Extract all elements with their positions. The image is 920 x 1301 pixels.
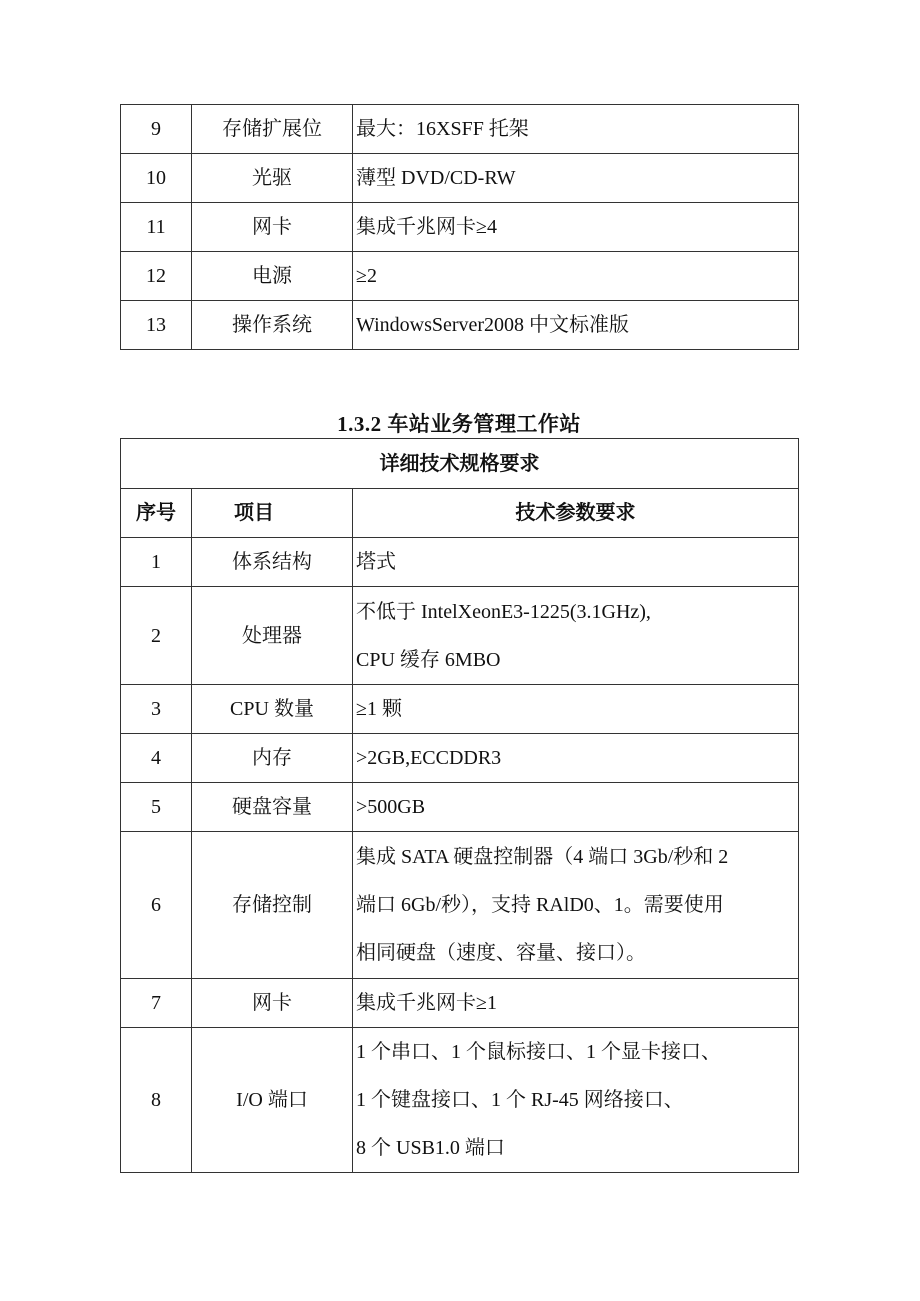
row-item: 体系结构 — [192, 538, 353, 587]
row-spec — [353, 203, 799, 252]
table-row — [121, 154, 799, 203]
table-title-row — [121, 439, 799, 489]
spec-line: 集成千兆网卡≥4 — [356, 216, 497, 238]
table-row — [121, 734, 799, 783]
row-item: 操作系统 — [192, 301, 353, 350]
table-row — [121, 1028, 799, 1173]
spec-line: ≥1 颗 — [356, 698, 402, 720]
table-row — [121, 203, 799, 252]
row-spec — [353, 979, 799, 1028]
spec-line: CPU 缓存 6MBO — [356, 648, 501, 671]
row-spec — [353, 734, 799, 783]
table-title: 详细技术规格要求 — [121, 439, 799, 489]
spec-line: 1 个键盘接口、1 个 RJ-45 网络接口、 — [356, 1089, 684, 1111]
row-number: 7 — [121, 979, 192, 1028]
row-item: I/O 端口 — [192, 1028, 353, 1173]
row-spec — [353, 783, 799, 832]
table-row — [121, 832, 799, 979]
row-number: 9 — [121, 105, 192, 154]
row-spec — [353, 1028, 799, 1173]
table-row — [121, 252, 799, 301]
row-spec — [353, 685, 799, 734]
spec-line: 端口 6Gb/秒），支持 RAlD0、1。需要使用 — [356, 894, 724, 916]
spec-table — [120, 438, 799, 1173]
table-row — [121, 685, 799, 734]
spec-line: 塔式 — [356, 551, 396, 573]
row-item: 硬盘容量 — [192, 783, 353, 832]
spec-line: ≥2 — [356, 265, 377, 287]
row-spec — [353, 154, 799, 203]
row-spec — [353, 105, 799, 154]
table-row — [121, 783, 799, 832]
spec-line: 相同硬盘（速度、容量、接口）。 — [356, 942, 646, 964]
row-item: 内存 — [192, 734, 353, 783]
row-item: 光驱 — [192, 154, 353, 203]
row-number: 10 — [121, 154, 192, 203]
spec-line: 集成千兆网卡≥1 — [356, 992, 497, 1014]
table-row — [121, 979, 799, 1028]
row-number: 2 — [121, 587, 192, 685]
spec-line: 最大：16XSFF 托架 — [356, 118, 529, 140]
row-spec — [353, 832, 799, 979]
row-item: 电源 — [192, 252, 353, 301]
row-item: CPU 数量 — [192, 685, 353, 734]
spec-line: >2GB,ECCDDR3 — [356, 747, 502, 769]
row-number: 3 — [121, 685, 192, 734]
row-spec — [353, 252, 799, 301]
column-header-item: 项目 — [192, 489, 353, 538]
row-number: 13 — [121, 301, 192, 350]
spec-line: >500GB — [356, 796, 426, 818]
row-number: 1 — [121, 538, 192, 587]
spec-line: 8 个 USB1.0 端口 — [356, 1137, 505, 1159]
row-item: 网卡 — [192, 979, 353, 1028]
row-number: 4 — [121, 734, 192, 783]
row-number: 6 — [121, 832, 192, 979]
spec-table-continued — [120, 104, 799, 350]
row-number: 12 — [121, 252, 192, 301]
row-spec — [353, 301, 799, 350]
table-row — [121, 538, 799, 587]
column-header-no: 序号 — [121, 489, 192, 538]
row-spec — [353, 538, 799, 587]
row-item: 网卡 — [192, 203, 353, 252]
table-row — [121, 301, 799, 350]
spec-line: 1 个串口、1 个鼠标接口、1 个显卡接口、 — [356, 1041, 721, 1063]
spec-line: 不低于 IntelXeonE3-1225(3.1GHz), — [356, 600, 651, 623]
row-number: 8 — [121, 1028, 192, 1173]
spec-line: 薄型 DVD/CD-RW — [356, 167, 516, 189]
column-header-spec: 技术参数要求 — [353, 489, 799, 538]
section-heading: 1.3.2 车站业务管理工作站 — [337, 412, 581, 436]
row-number: 5 — [121, 783, 192, 832]
row-spec — [353, 587, 799, 685]
row-number: 11 — [121, 203, 192, 252]
spec-line: WindowsServer2008 中文标准版 — [356, 314, 630, 336]
spec-line: 集成 SATA 硬盘控制器（4 端口 3Gb/秒和 2 — [356, 846, 729, 868]
table-row — [121, 105, 799, 154]
row-item: 存储控制 — [192, 832, 353, 979]
table-row — [121, 587, 799, 685]
table-header-row — [121, 489, 799, 538]
row-item: 处理器 — [192, 587, 353, 685]
row-item: 存储扩展位 — [192, 105, 353, 154]
